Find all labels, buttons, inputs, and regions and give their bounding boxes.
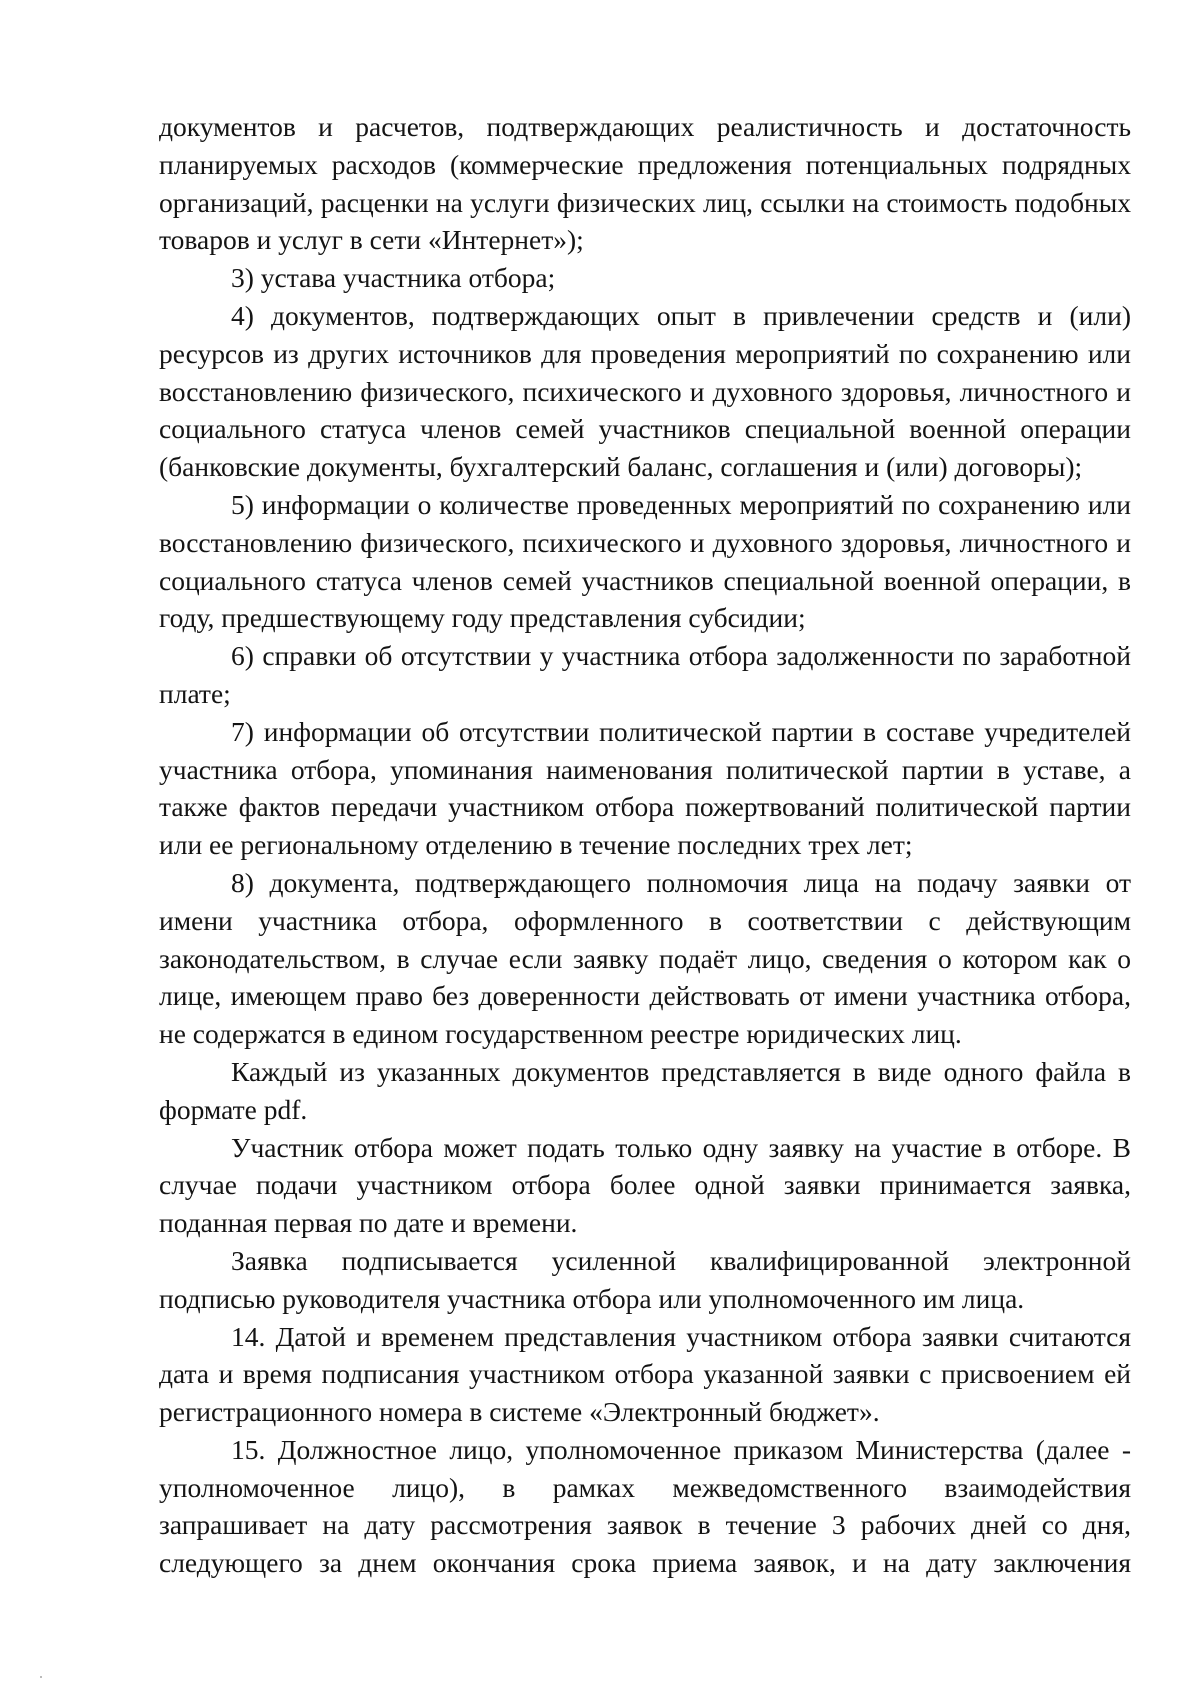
paragraph-continuation: документов и расчетов, подтверждающих реалистичность и достаточность планируемых расходов (коммерческие предложения потенциальных подрядных организаций, расценки на услуги физических лиц, ссылки на стоимость подобных товаров и услуг в сети «Интернет»);	[159, 111, 1131, 256]
paragraph-item-5: 5) информации о количестве проведенных мероприятий по сохранению или восстановлению физического, психического и духовного здоровья, личностного и социального статуса членов семей участников специальной военной операции, в году, предшествующему году представления субсидии;	[159, 488, 1131, 634]
paragraph-signature: Заявка подписывается усиленной квалифицированной электронной подписью руководителя участника отбора или уполномоченного им лица.	[159, 1244, 1131, 1314]
paragraph-single-application: Участник отбора может подать только одну заявку на участие в отборе. В случае подачи участником отбора более одной заявки принимается заявка, поданная первая по дате и времени.	[159, 1131, 1131, 1239]
paragraph-clause-15: 15. Должностное лицо, уполномоченное приказом Министерства (далее - уполномоченное лицо), в рамках межведомственного взаимодействия запрашивает на дату рассмотрения заявок в течение 3 рабочих дней со дня, следующего за днем окончания срока приема заявок, и на дату заключения	[159, 1433, 1131, 1579]
paragraph-item-3: 3) устава участника отбора;	[231, 262, 556, 294]
paragraph-file-format: Каждый из указанных документов представляется в виде одного файла в формате pdf.	[159, 1055, 1131, 1125]
paragraph-item-7: 7) информации об отсутствии политической партии в составе учредителей участника отбора, упоминания наименования политической партии в уставе, а также фактов передачи участником отбора пожертвований политической партии или ее региональному отделению в течение последних трех лет;	[159, 715, 1131, 861]
scan-speck	[40, 1676, 42, 1678]
document-body	[159, 108, 1131, 1582]
paragraph-item-4: 4) документов, подтверждающих опыт в привлечении средств и (или) ресурсов из других источников для проведения мероприятий по сохранению или восстановлению физического, психического и духовного здоровья, личностного и социального статуса членов семей участников специальной военной операции (банковские документы, бухгалтерский баланс, соглашения и (или) договоры);	[159, 299, 1131, 483]
paragraph-clause-14: 14. Датой и временем представления участником отбора заявки считаются дата и время подписания участником отбора указанной заявки с присвоением ей регистрационного номера в системе «Электронный бюджет».	[159, 1320, 1131, 1428]
paragraph-item-8: 8) документа, подтверждающего полномочия лица на подачу заявки от имени участника отбора, оформленного в соответствии с действующим законодательством, в случае если заявку подаёт лицо, сведения о котором как о лице, имеющем право без доверенности действовать от имени участника отбора, не содержатся в едином государственном реестре юридических лиц.	[159, 866, 1131, 1050]
paragraph-item-6: 6) справки об отсутствии у участника отбора задолженности по заработной плате;	[159, 640, 1131, 709]
